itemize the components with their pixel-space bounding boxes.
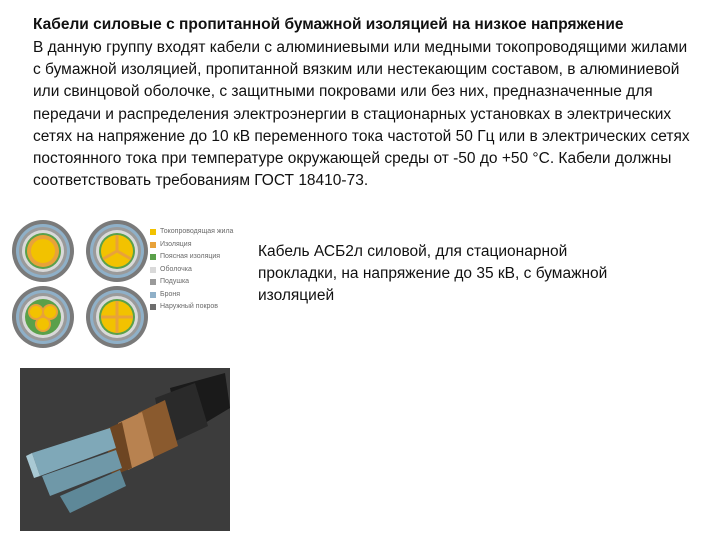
- page-title: Кабели силовые с пропитанной бумажной изоляцией на низкое напряжение: [33, 16, 624, 33]
- legend-item: Оболочка: [150, 264, 240, 277]
- legend-swatch: [150, 229, 156, 235]
- cross-section-four-core: [86, 286, 148, 348]
- diagram-legend: [150, 226, 240, 314]
- cross-section-round-cores: [12, 286, 74, 348]
- legend-swatch: [150, 242, 156, 248]
- cross-section-single-core: [12, 220, 74, 282]
- intro-paragraph: В данную группу входят кабели с алюминиевыми или медными токопроводящими жилами с бумажной изоляцией, пропитанной вязким или нестекающим составом, в алюминиевой или свинцовой оболочке, с защитными покровами или без них, предназначенные для передачи и распределения электроэнергии в стационарных установках в электрических сетях на напряжение до 10 кВ переменного тока частотой 50 Гц или в электрических сетях постоянного тока при температуре окружающей среды от -50 до +50 °С. Кабели должны соответствовать требованиям ГОСТ 18410-73.: [33, 39, 690, 190]
- cross-sections-graphic: [5, 215, 155, 355]
- legend-swatch: [150, 304, 156, 310]
- legend-swatch: [150, 267, 156, 273]
- legend-swatch: [150, 279, 156, 285]
- legend-swatch: [150, 292, 156, 298]
- legend-item: Поясная изоляция: [150, 251, 240, 264]
- cable-photo: [20, 368, 230, 531]
- cable-caption: Кабель АСБ2л силовой, для стационарной прокладки, на напряжение до 35 кВ, с бумажной изоляцией: [258, 243, 608, 304]
- legend-item: Наружный покров: [150, 301, 240, 314]
- legend-item: Подушка: [150, 276, 240, 289]
- cable-photo-graphic: [20, 368, 230, 531]
- legend-swatch: [150, 254, 156, 260]
- cross-section-three-core: [86, 220, 148, 282]
- legend-item: Изоляция: [150, 239, 240, 252]
- legend-item: Токопроводящая жила: [150, 226, 240, 239]
- legend-item: Броня: [150, 289, 240, 302]
